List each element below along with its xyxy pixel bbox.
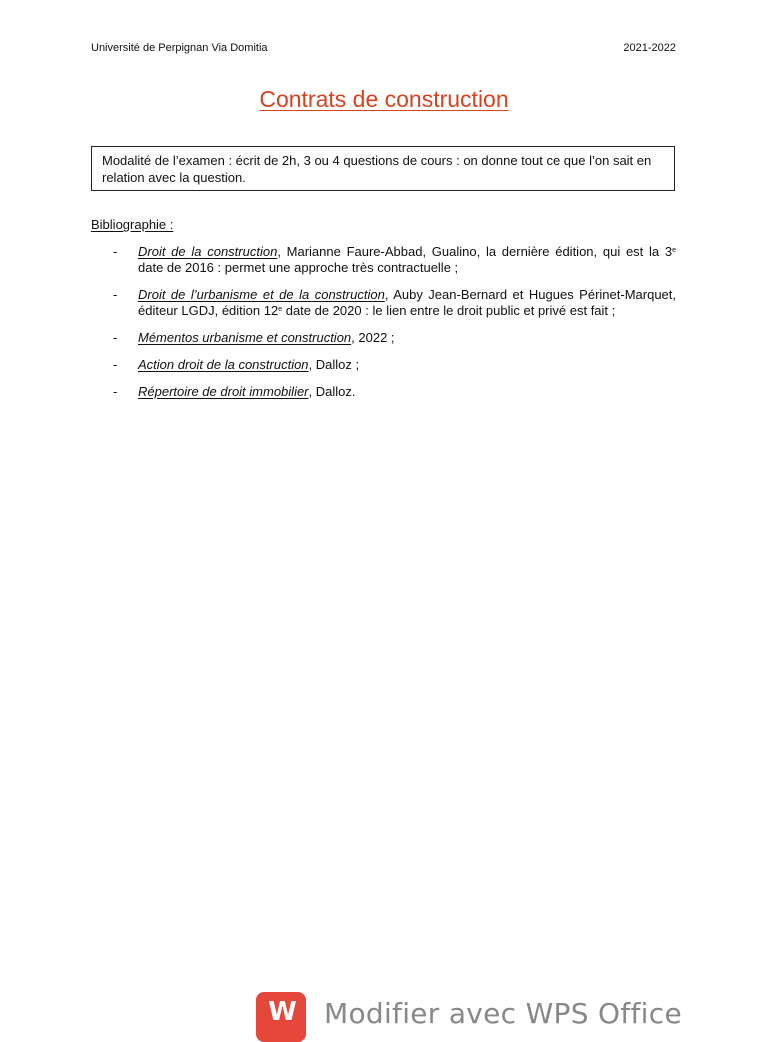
book-title: Droit de l’urbanisme et de la construction [138,287,385,302]
book-title: Répertoire de droit immobilier [138,384,309,399]
academic-year: 2021-2022 [623,42,676,54]
list-item-text: Droit de l’urbanisme et de la construction, Auby Jean-Bernard et Hugues Périnet-Marquet, éditeur LGDJ, édition 12e date de 2020 : le lien entre le droit public et privé est fait ; [138,287,677,318]
book-title: Mémentos urbanisme et construction [138,330,352,345]
wps-logo-letter: W [268,997,294,1027]
list-item [91,244,676,276]
list-bullet: - [113,244,118,259]
list-item-text: Droit de la construction, Marianne Faure-Abbad, Gualino, la dernière édition, qui est la 3e date de 2016 : permet une approche très contractuelle ; [138,244,676,275]
wps-edit-label[interactable]: Modifier avec WPS Office [324,996,682,1030]
wps-logo-icon[interactable] [256,992,306,1042]
book-title: Action droit de la construction [138,357,309,372]
university-name: Université de Perpignan Via Domitia [91,42,268,54]
list-bullet: - [113,287,118,302]
list-item-text: Répertoire de droit immobilier, Dalloz. [138,384,356,399]
list-item [91,384,676,400]
book-title: Droit de la construction [138,244,278,259]
list-item-text: Mémentos urbanisme et construction, 2022 ; [138,330,395,345]
list-item [91,287,676,319]
list-item [91,357,676,373]
bibliography-list [91,244,676,411]
document-title: Contrats de construction [259,86,509,112]
list-bullet: - [113,384,118,399]
list-item-text: Action droit de la construction, Dalloz ; [138,357,360,372]
bibliography-heading: Bibliographie : [91,217,174,232]
exam-modality-box [91,146,675,191]
list-item [91,330,676,346]
list-bullet: - [113,330,118,345]
exam-modality-text: Modalité de l’examen : écrit de 2h, 3 ou 4 questions de cours : on donne tout ce que l’on sait en relation avec la question. [102,153,652,185]
wps-edit-banner[interactable] [256,988,686,1030]
list-bullet: - [113,357,118,372]
